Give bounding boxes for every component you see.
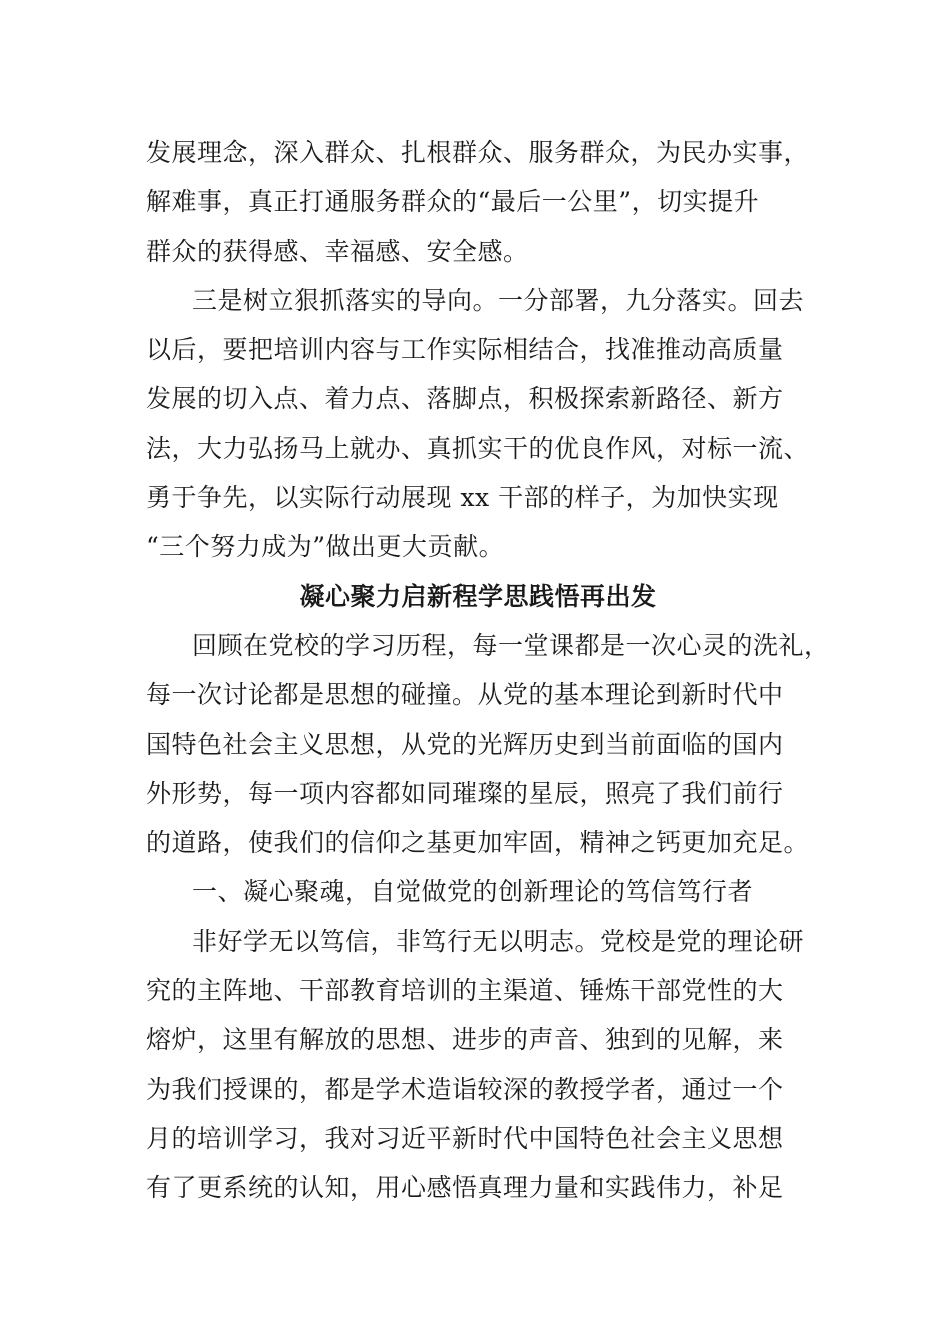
text-line: 非好学无以笃信，非笃行无以明志。党校是党的理论研 — [192, 926, 805, 956]
subsection-title: 一、凝心聚魂，自觉做党的创新理论的笃信笃行者 — [192, 877, 754, 907]
text-line: 三是树立狠抓落实的导向。一分部署，九分落实。回去 — [192, 285, 805, 315]
text-line: 外形势，每一项内容都如同璀璨的星辰，照亮了我们前行 — [146, 778, 784, 808]
text-line: 回顾在党校的学习历程，每一堂课都是一次心灵的洗礼， — [192, 630, 830, 660]
section-heading: 凝心聚力启新程学思践悟再出发 — [299, 581, 657, 611]
text-line: 以后，要把培训内容与工作实际相结合，找准推动高质量 — [146, 335, 784, 365]
text-line: “三个努力成为”做出更大贡献。 — [146, 532, 505, 562]
text-line: 有了更系统的认知，用心感悟真理力量和实践伟力，补足 — [146, 1173, 784, 1203]
text-line: 国特色社会主义思想，从党的光辉历史到当前面临的国内 — [146, 729, 784, 759]
text-line: 发展理念，深入群众、扎根群众、服务群众，为民办实事， — [146, 138, 810, 167]
text-line: 为我们授课的，都是学术造诣较深的教授学者，通过一个 — [146, 1074, 784, 1104]
paragraph-2 — [146, 276, 810, 572]
text-line: 解难事，真正打通服务群众的“最后一公里”，切实提升 — [146, 187, 760, 217]
paragraph-1 — [146, 128, 810, 276]
paragraph-3 — [146, 621, 830, 867]
text-line: 法，大力弘扬马上就办、真抓实干的优良作风，对标一流、 — [146, 433, 810, 463]
document-body — [146, 128, 830, 1213]
text-line: 究的主阵地、干部教育培训的主渠道、锤炼干部党性的大 — [146, 976, 784, 1006]
text-line: 发展的切入点、着力点、落脚点，积极探索新路径、新方 — [146, 384, 784, 414]
paragraph-4 — [146, 917, 810, 1213]
text-line: 勇于争先，以实际行动展现 xx 干部的样子，为加快实现 — [146, 483, 779, 513]
text-line: 每一次讨论都是思想的碰撞。从党的基本理论到新时代中 — [146, 680, 784, 710]
text-line: 的道路，使我们的信仰之基更加牢固，精神之钙更加充足。 — [146, 828, 810, 858]
text-line: 月的培训学习，我对习近平新时代中国特色社会主义思想 — [146, 1123, 784, 1153]
text-line: 群众的获得感、幸福感、安全感。 — [146, 236, 529, 266]
text-line: 熔炉，这里有解放的思想、进步的声音、独到的见解，来 — [146, 1025, 784, 1055]
